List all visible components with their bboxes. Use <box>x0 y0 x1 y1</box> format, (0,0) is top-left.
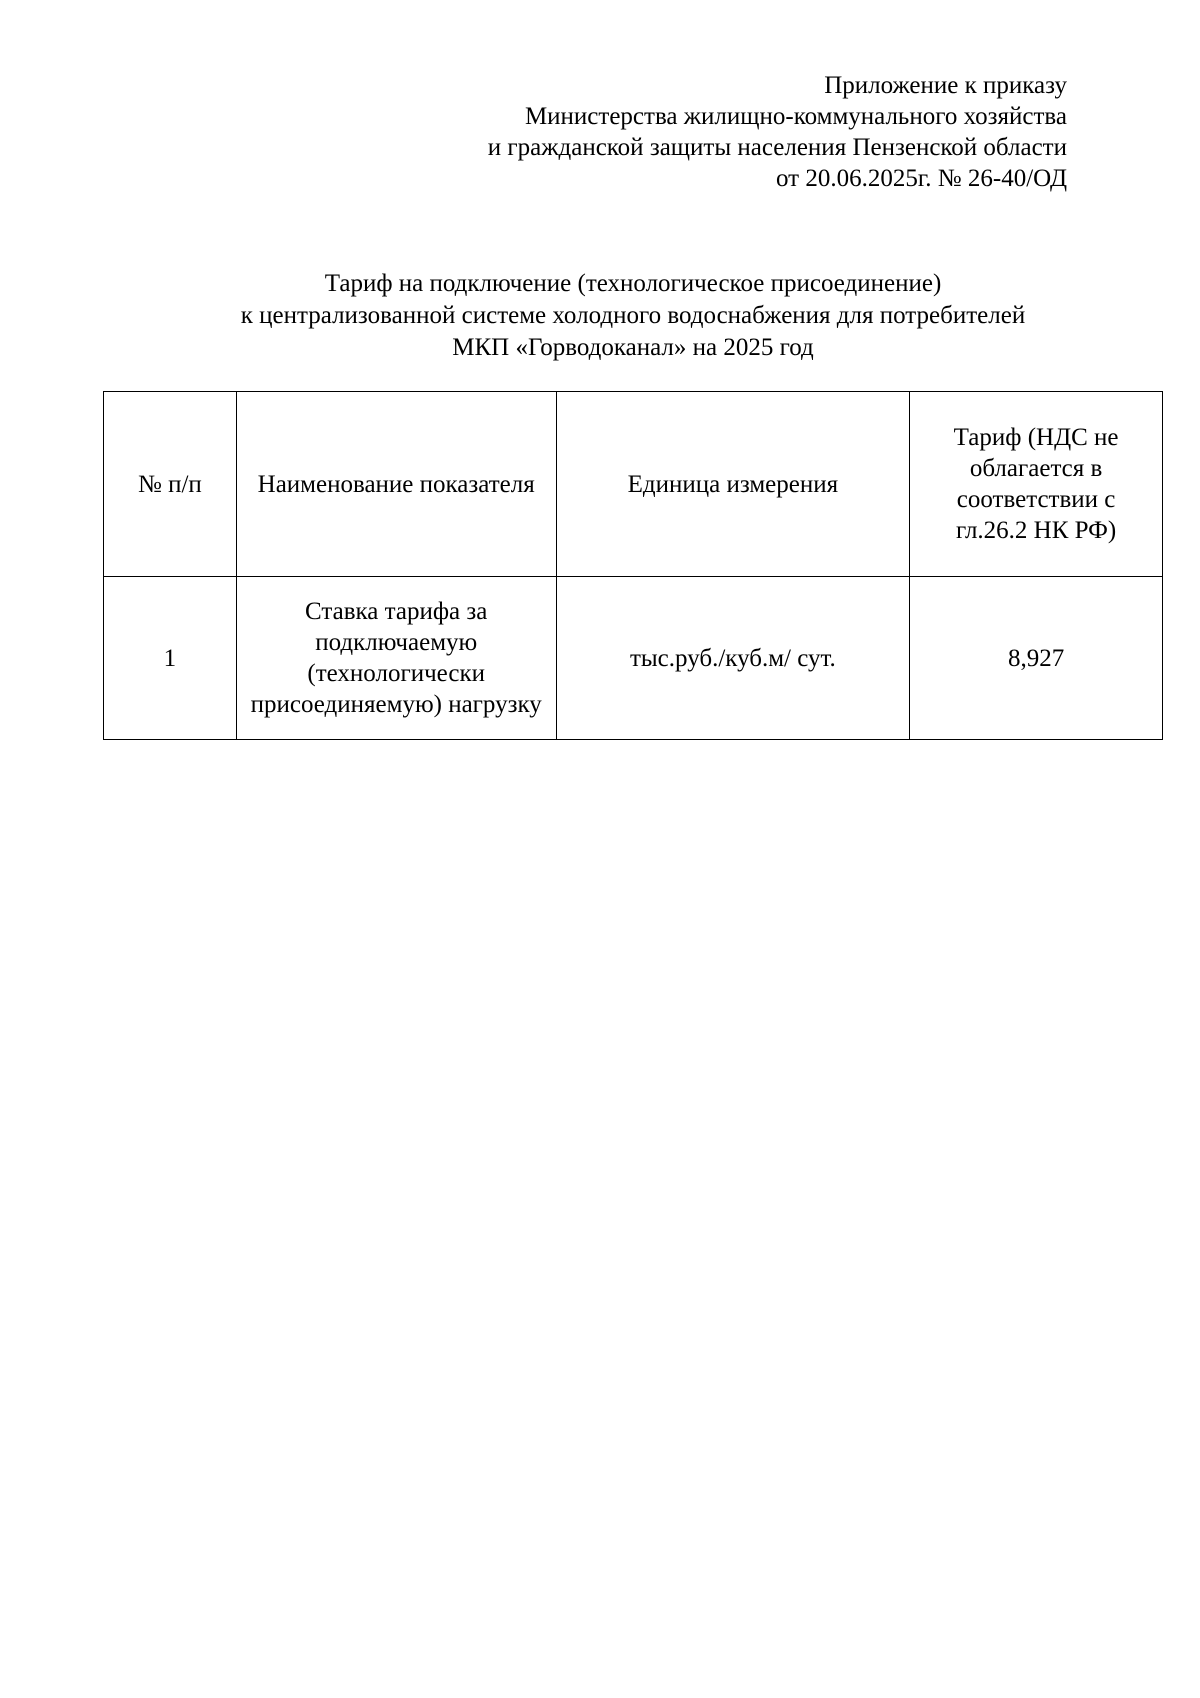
tariff-table <box>103 391 1163 740</box>
appendix-line-2: Министерства жилищно-коммунального хозяйства <box>524 103 1067 130</box>
title-line-3: МКП «Горводоканал» на 2025 год <box>452 334 814 361</box>
header-name: Наименование показателя <box>236 392 556 577</box>
appendix-header <box>267 70 1067 194</box>
cell-tariff: 8,927 <box>910 577 1163 740</box>
cell-unit: тыс.руб./куб.м/ сут. <box>556 577 910 740</box>
header-number: № п/п <box>104 392 237 577</box>
appendix-line-4: от 20.06.2025г. № 26-40/ОД <box>775 165 1067 192</box>
appendix-line-3: и гражданской защиты населения Пензенской области <box>487 134 1067 161</box>
header-tariff: Тариф (НДС не облагается в соответствии с гл.26.2 НК РФ) <box>910 392 1163 577</box>
cell-name: Ставка тарифа за подключаемую (технологически присоединяемую) нагрузку <box>236 577 556 740</box>
document-title <box>104 268 1162 364</box>
appendix-line-1: Приложение к приказу <box>824 72 1067 99</box>
cell-number: 1 <box>104 577 237 740</box>
title-line-1: Тариф на подключение (технологическое присоединение) <box>324 270 942 297</box>
title-line-2: к централизованной системе холодного водоснабжения для потребителей <box>240 302 1026 329</box>
table-row <box>104 577 1163 740</box>
table-header-row <box>104 392 1163 577</box>
header-unit: Единица измерения <box>556 392 910 577</box>
